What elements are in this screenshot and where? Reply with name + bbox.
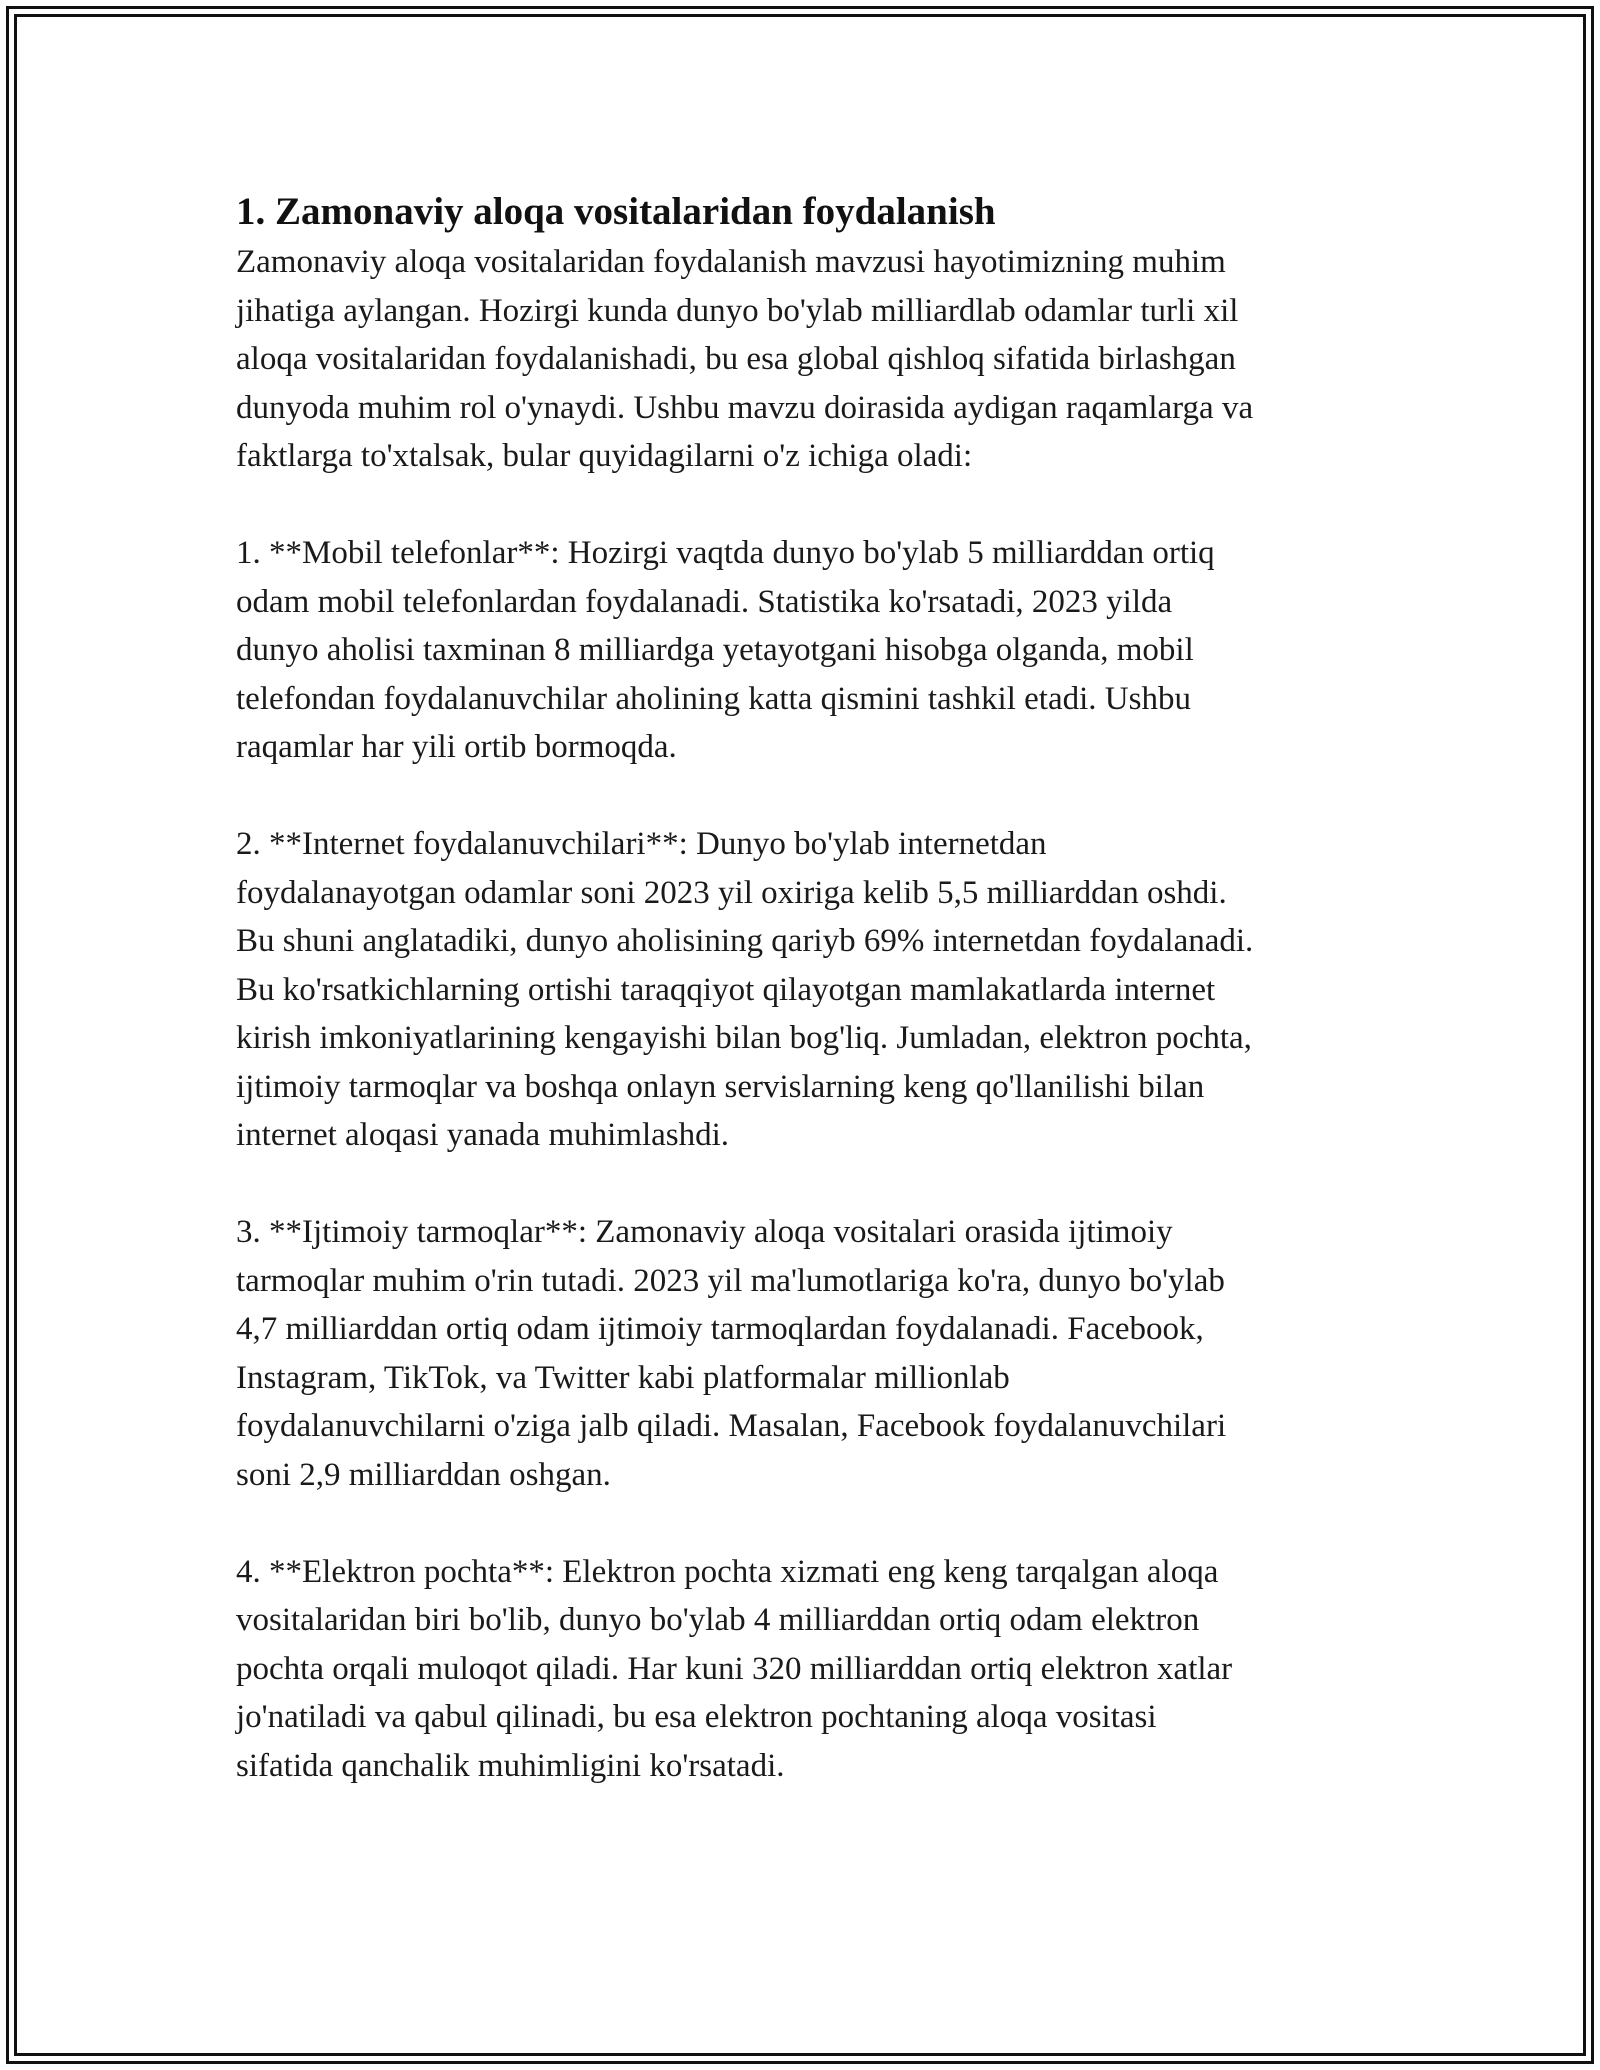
intro-paragraph: Zamonaviy aloqa vositalaridan foydalanish mavzusi hayotimizning muhim jihatiga aylangan. Hozirgi kunda dunyo bo'ylab milliardlab odamlar turli xil aloqa vositalaridan foydalanishadi, bu esa global qishloq sifatida birlashgan dunyoda muhim rol o'ynaydi. Ushbu mavzu doirasida aydigan raqamlarga va faktlarga to'xtalsak, bular quyidagilarni o'z ichiga oladi: — [236, 244, 1254, 474]
document-body — [236, 186, 1386, 1790]
list-item-internet-users: 2. **Internet foydalanuvchilari**: Dunyo bo'ylab internetdan foydalanayotgan odamlar soni 2023 yil oxiriga kelib 5,5 milliarddan oshdi. Bu shuni anglatadiki, dunyo aholisining qariyb 69% internetdan foydalanadi. Bu ko'rsatkichlarning ortishi taraqqiyot qilayotgan mamlakatlarda internet kirish imkoniyatlarining kengayishi bilan bog'liq. Jumladan, elektron pochta, ijtimoiy tarmoqlar va boshqa onlayn servislarning keng qo'llanilishi bilan internet aloqasi yanada muhimlashdi. — [236, 826, 1254, 1153]
document-title: 1. Zamonaviy aloqa vositalaridan foydalanish — [236, 190, 996, 233]
list-item-social-networks: 3. **Ijtimoiy tarmoqlar**: Zamonaviy aloqa vositalari orasida ijtimoiy tarmoqlar muhim o'rin tutadi. 2023 yil ma'lumotlariga ko'ra, dunyo bo'ylab 4,7 milliarddan ortiq odam ijtimoiy tarmoqlardan foydalanadi. Facebook, Instagram, TikTok, va Twitter kabi platformalar millionlab foydalanuvchilarni o'ziga jalb qiladi. Masalan, Facebook foydalanuvchilari soni 2,9 milliarddan oshgan. — [236, 1214, 1227, 1493]
list-item-mobile-phones: 1. **Mobil telefonlar**: Hozirgi vaqtda dunyo bo'ylab 5 milliarddan ortiq odam mobil telefonlardan foydalanadi. Statistika ko'rsatadi, 2023 yilda dunyo aholisi taxminan 8 milliardga yetayotgani hisobga olganda, mobil telefondan foydalanuvchilar aholining katta qismini tashkil etadi. Ushbu raqamlar har yili ortib bormoqda. — [236, 535, 1215, 765]
list-item-email: 4. **Elektron pochta**: Elektron pochta xizmati eng keng tarqalgan aloqa vositalaridan biri bo'lib, dunyo bo'ylab 4 milliarddan ortiq odam elektron pochta orqali muloqot qiladi. Har kuni 320 milliarddan ortiq elektron xatlar jo'natiladi va qabul qilinadi, bu esa elektron pochtaning aloqa vositasi sifatida qanchalik muhimligini ko'rsatadi. — [236, 1553, 1233, 1784]
